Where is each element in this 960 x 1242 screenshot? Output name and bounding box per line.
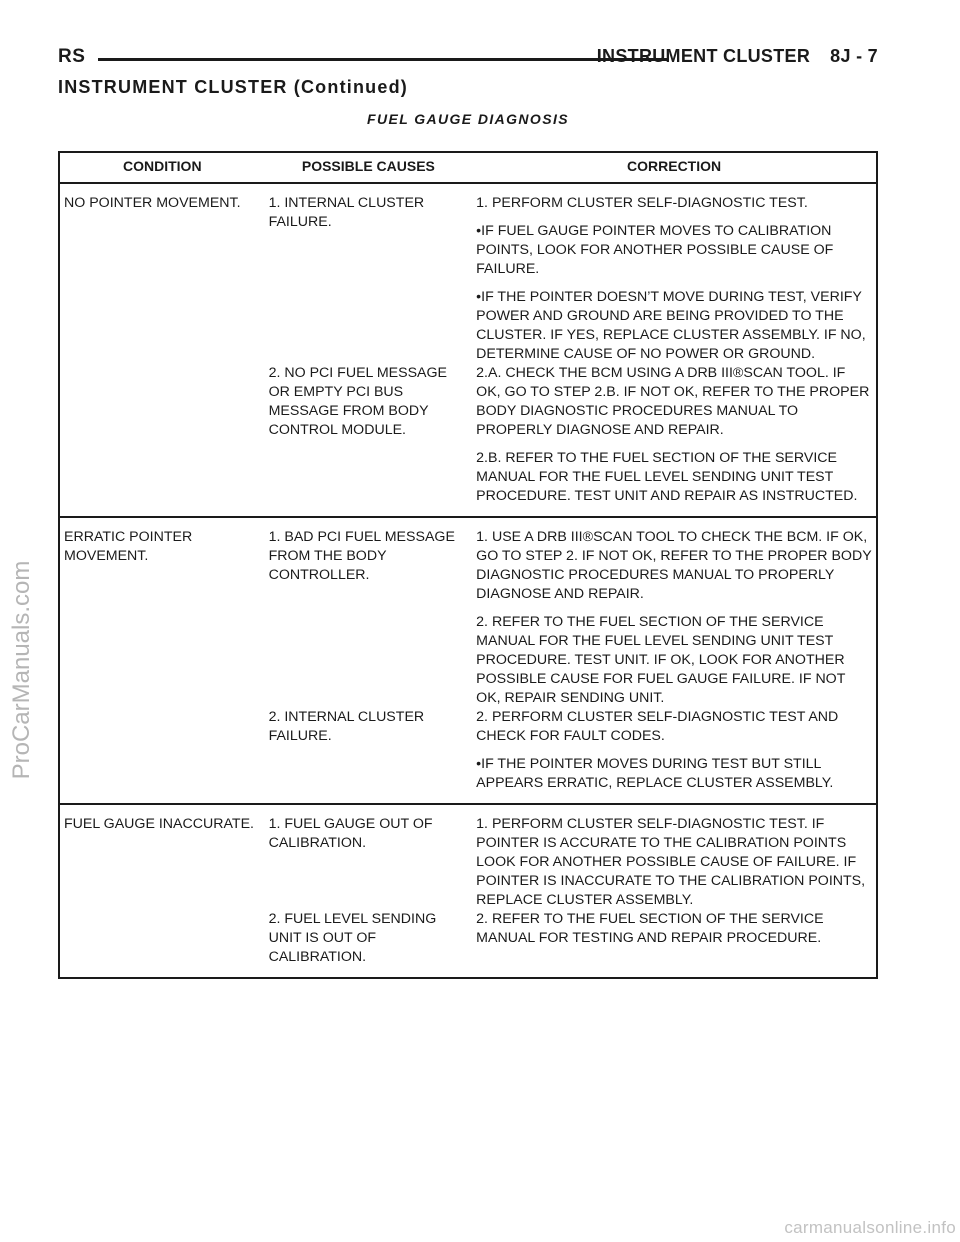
- table-row: [59, 804, 877, 910]
- correction-step: 2. PERFORM CLUSTER SELF-DIAGNOSTIC TEST AND CHECK FOR FAULT CODES.: [476, 709, 839, 744]
- table-row: [59, 183, 877, 364]
- cause-cell: 2. NO PCI FUEL MESSAGE OR EMPTY PCI BUS MESSAGE FROM BODY CONTROL MODULE.: [268, 365, 448, 438]
- condition-cell: NO POINTER MOVEMENT.: [64, 195, 241, 211]
- section-title: INSTRUMENT CLUSTER (Continued): [58, 77, 408, 97]
- cause-cell: 2. INTERNAL CLUSTER FAILURE.: [268, 709, 425, 744]
- table-body: [59, 183, 877, 978]
- column-header-causes: POSSIBLE CAUSES: [265, 152, 473, 183]
- page-number: 8J - 7: [830, 46, 878, 66]
- page-header: [58, 40, 878, 70]
- correction-step: 2.A. CHECK THE BCM USING A DRB III®SCAN TOOL. IF OK, GO TO STEP 2.B. IF NOT OK, REFER TO THE PROPER BODY DIAGNOSTIC PROCEDURES MANUAL TO PROPERLY DIAGNOSE AND REPAIR.: [476, 365, 870, 438]
- correction-step: •IF THE POINTER MOVES DURING TEST BUT STILL APPEARS ERRATIC, REPLACE CLUSTER ASSEMBLY.: [476, 756, 834, 791]
- footer-watermark: carmanualsonline.info: [784, 1218, 956, 1237]
- correction-step: •IF FUEL GAUGE POINTER MOVES TO CALIBRATION POINTS, LOOK FOR ANOTHER POSSIBLE CAUSE OF FAILURE.: [476, 223, 834, 277]
- cause-cell: 1. INTERNAL CLUSTER FAILURE.: [268, 195, 425, 230]
- correction-cell: [472, 804, 877, 910]
- condition-cell: ERRATIC POINTER MOVEMENT.: [59, 517, 265, 708]
- cause-cell: 1. FUEL GAUGE OUT OF CALIBRATION.: [265, 804, 473, 910]
- correction-cell: [472, 183, 877, 364]
- side-watermark: ProCarManuals.com: [8, 560, 35, 780]
- correction-step: •IF THE POINTER DOESN’T MOVE DURING TEST, VERIFY POWER AND GROUND ARE BEING PROVIDED TO THE CLUSTER. IF YES, REPLACE CLUSTER ASSEMBLY. IF NO, DETERMINE CAUSE OF NO POWER OR GROUND.: [476, 289, 866, 362]
- column-header-correction: CORRECTION: [472, 152, 877, 183]
- condition-cell: [59, 910, 265, 978]
- condition-cell: FUEL GAUGE INACCURATE.: [59, 804, 265, 910]
- chapter-title: INSTRUMENT CLUSTER: [596, 46, 811, 66]
- diagnosis-table: [58, 151, 878, 979]
- condition-cell: [59, 364, 265, 517]
- correction-cell: [472, 364, 877, 517]
- correction-step: 1. PERFORM CLUSTER SELF-DIAGNOSTIC TEST. IF POINTER IS ACCURATE TO THE CALIBRATION POINTS LOOK FOR ANOTHER POSSIBLE CAUSE OF FAILURE. IF POINTER IS INACCURATE TO THE CALIBRATION POINTS, REPLACE CLUSTER ASSEMBLY.: [476, 816, 866, 908]
- condition-cell: [59, 708, 265, 804]
- correction-step: 2.B. REFER TO THE FUEL SECTION OF THE SERVICE MANUAL FOR THE FUEL LEVEL SENDING UNIT TEST PROCEDURE. TEST UNIT AND REPAIR AS INSTRUCTED.: [476, 450, 858, 504]
- correction-step: 1. USE A DRB III®SCAN TOOL TO CHECK THE BCM. IF OK, GO TO STEP 2. IF NOT OK, REFER TO THE PROPER BODY DIAGNOSTIC PROCEDURES MANUAL TO PROPERLY DIAGNOSE AND REPAIR.: [476, 529, 872, 602]
- table-row: [59, 364, 877, 517]
- table-header-row: [59, 152, 877, 183]
- table-title: FUEL GAUGE DIAGNOSIS: [367, 111, 569, 127]
- table-row: [59, 708, 877, 804]
- correction-cell: [472, 708, 877, 804]
- cause-cell: 1. BAD PCI FUEL MESSAGE FROM THE BODY CONTROLLER.: [265, 517, 473, 708]
- manual-code: RS: [58, 46, 86, 67]
- table-row: [59, 910, 877, 978]
- header-rule: [98, 58, 668, 61]
- table-row: [59, 517, 877, 708]
- correction-cell: [472, 517, 877, 708]
- header-right: [597, 46, 878, 67]
- correction-step: 2. REFER TO THE FUEL SECTION OF THE SERVICE MANUAL FOR THE FUEL LEVEL SENDING UNIT TEST PROCEDURE. TEST UNIT. IF OK, LOOK FOR ANOTHER POSSIBLE CAUSE FOR FUEL GAUGE FAILURE. IF NOT OK, REPAIR SENDING UNIT.: [476, 614, 846, 706]
- cause-cell: 2. FUEL LEVEL SENDING UNIT IS OUT OF CALIBRATION.: [268, 911, 437, 965]
- correction-step: 1. PERFORM CLUSTER SELF-DIAGNOSTIC TEST.: [476, 195, 808, 211]
- correction-cell: [472, 910, 877, 978]
- correction-step: 2. REFER TO THE FUEL SECTION OF THE SERVICE MANUAL FOR TESTING AND REPAIR PROCEDURE.: [476, 911, 824, 946]
- column-header-condition: CONDITION: [59, 152, 265, 183]
